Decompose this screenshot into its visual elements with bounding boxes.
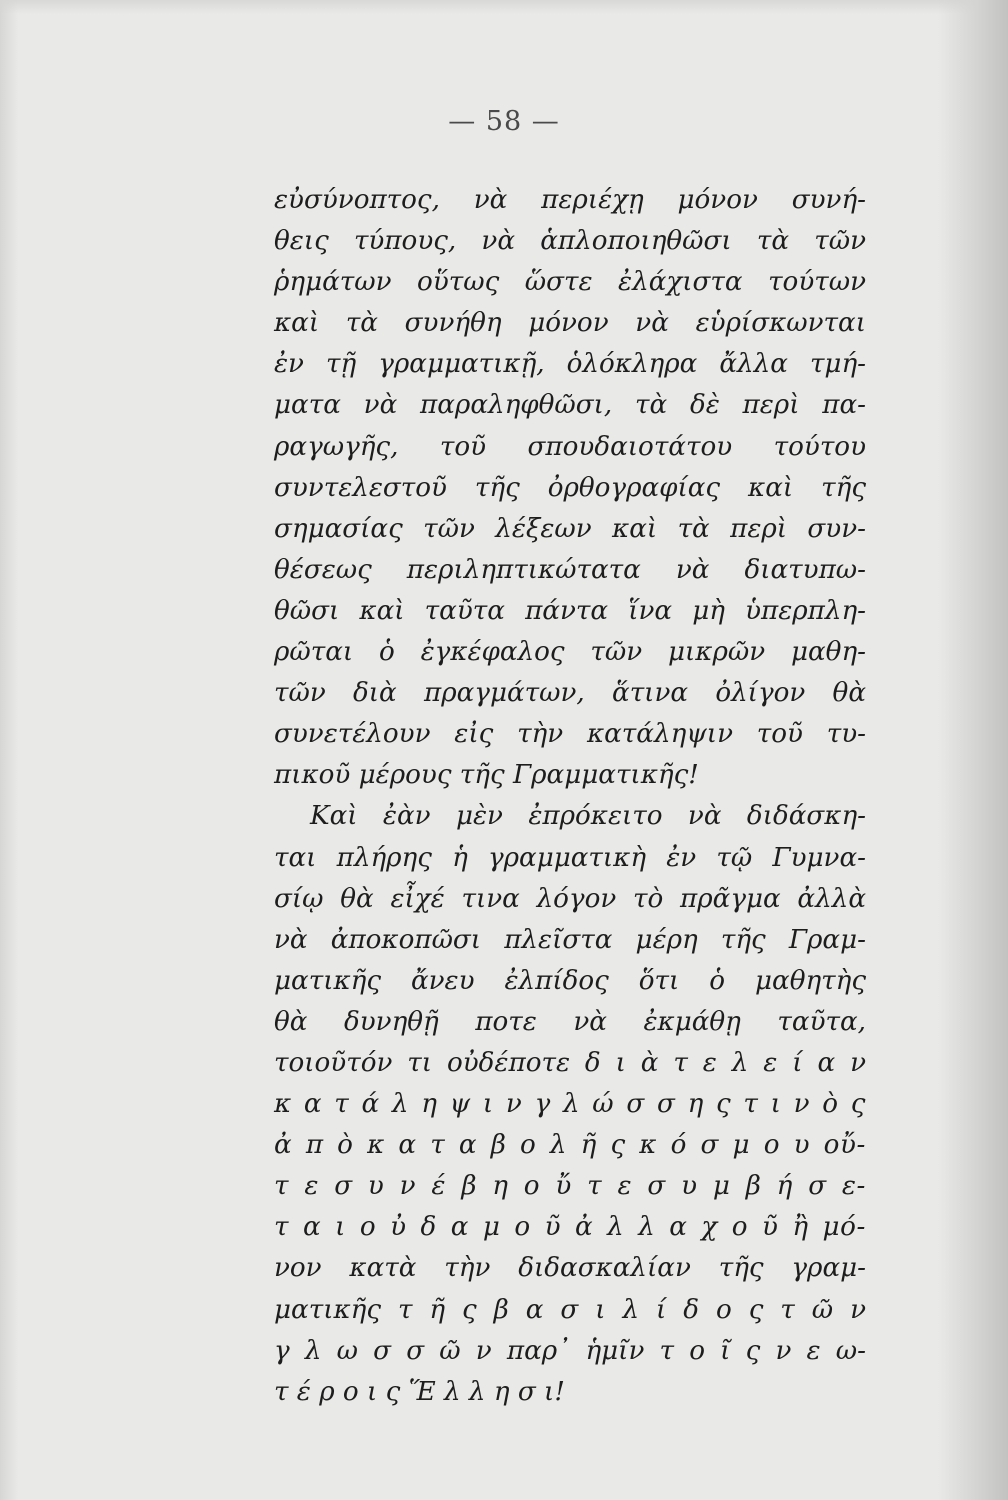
text-line-spaced: κ α τ ά λ η ψ ι ν γ λ ώ σ σ η ς τ ι ν ὸ ς xyxy=(274,1089,866,1120)
text-line: τῶν διὰ πραγμάτων, ἅτινα ὀλίγον θὰ xyxy=(274,678,866,709)
text-line: σημασίας τῶν λέξεων καὶ τὰ περὶ συν- xyxy=(274,513,866,544)
text-line: ματα νὰ παραληφθῶσι, τὰ δὲ περὶ πα- xyxy=(274,390,866,421)
text-line-spaced: ἀ π ὸ κ α τ α β ο λ ῆ ς κ ό σ μ ο υ οὔ- xyxy=(274,1130,866,1161)
text-line: ματικῆς ἄνευ ἐλπίδος ὅτι ὁ μαθητὴς xyxy=(274,965,866,996)
text-line: ῥημάτων οὕτως ὥστε ἐλάχιστα τούτων xyxy=(274,267,866,298)
text-line: ματικῆς τ ῆ ς β α σ ι λ ί δ ο ς τ ῶ ν xyxy=(274,1294,866,1325)
text-line-spaced: τ ε σ υ ν έ β η ο ὔ τ ε σ υ μ β ή σ ε- xyxy=(274,1171,866,1202)
text-line: συντελεστοῦ τῆς ὀρθογραφίας καὶ τῆς xyxy=(274,472,866,503)
text-line: ἐν τῇ γραμματικῇ, ὁλόκληρα ἄλλα τμή- xyxy=(274,349,866,380)
text-line: θὰ δυνηθῇ ποτε νὰ ἐκμάθῃ ταῦτα, xyxy=(274,1006,866,1037)
text-line: νον κατὰ τὴν διδασκαλίαν τῆς γραμ- xyxy=(274,1253,866,1284)
paper-edge-top xyxy=(0,0,1008,14)
text-line: θῶσι καὶ ταῦτα πάντα ἵνα μὴ ὑπερπλη- xyxy=(274,595,866,626)
text-line: θεις τύπους, νὰ ἁπλοποιηθῶσι τὰ τῶν xyxy=(274,226,866,257)
text-line: ται πλήρης ἡ γραμματικὴ ἐν τῷ Γυμνα- xyxy=(274,842,866,873)
text-line: καὶ τὰ συνήθη μόνον νὰ εὑρίσκωνται xyxy=(274,308,866,339)
text-line: τοιοῦτόν τι οὐδέποτε δ ι ὰ τ ε λ ε ί α ν xyxy=(274,1047,866,1078)
text-line: σίῳ θὰ εἶχέ τινα λόγον τὸ πρᾶγμα ἀλλὰ xyxy=(274,883,866,914)
text-line: νὰ ἀποκοπῶσι πλεῖστα μέρη τῆς Γραμ- xyxy=(274,924,866,955)
text-line: εὐσύνοπτος, νὰ περιέχῃ μόνον συνή- xyxy=(274,185,866,215)
text-line: ρῶται ὁ ἐγκέφαλος τῶν μικρῶν μαθη- xyxy=(274,637,866,668)
paper-edge-left xyxy=(0,0,18,1500)
text-line: ραγωγῆς, τοῦ σπουδαιοτάτου τούτου xyxy=(274,431,866,462)
paper-edge-right xyxy=(938,0,1008,1500)
paragraph-start-line: Καὶ ἐὰν μὲν ἐπρόκειτο νὰ διδάσκη- xyxy=(310,801,866,832)
body-text xyxy=(274,180,866,1413)
text-line: γ λ ω σ σ ῶ ν παρ᾽ ἡμῖν τ ο ῖ ς ν ε ω- xyxy=(274,1335,866,1366)
text-line: συνετέλουν εἰς τὴν κατάληψιν τοῦ τυ- xyxy=(274,719,866,750)
paragraph-end-line: πικοῦ μέρους τῆς Γραμματικῆς! xyxy=(274,760,699,791)
final-line: τ έ ρ ο ι ς Ἕ λ λ η σ ι! xyxy=(274,1376,565,1407)
text-line: θέσεως περιληπτικώτατα νὰ διατυπω- xyxy=(274,554,866,585)
page-number: — 58 — xyxy=(448,106,560,137)
text-line-spaced: τ α ι ο ὐ δ α μ ο ῦ ἀ λ λ α χ ο ῦ ἢ μό- xyxy=(274,1212,866,1243)
